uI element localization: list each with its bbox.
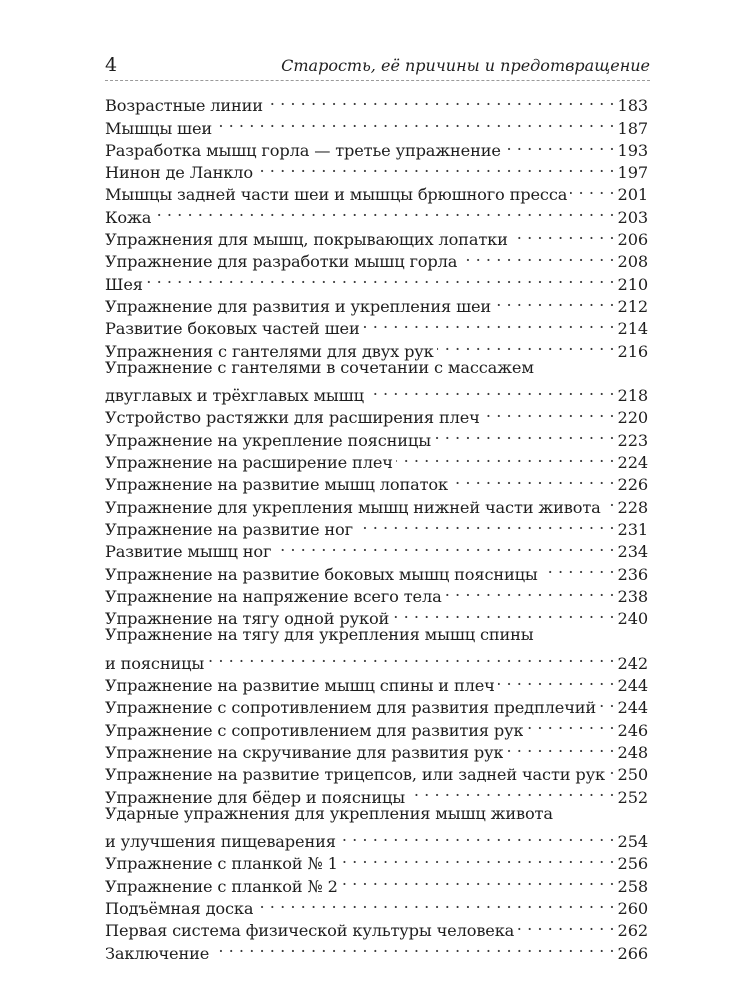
toc-entry-title: Ударные упражнения для укрепления мышц живота (105, 803, 553, 823)
toc-entry-title: Упражнение для развития и укрепления шеи (105, 296, 492, 316)
toc-page-number: 254 (617, 832, 648, 852)
toc-page-number: 201 (617, 185, 648, 205)
toc-entry-title: Первая система физической культуры человека (105, 921, 515, 941)
page-number: 4 (105, 54, 118, 76)
toc-page-number: 214 (617, 319, 648, 339)
toc-entry-title: и поясницы (105, 653, 205, 673)
toc-dot-leader (608, 758, 615, 780)
toc-entry-title: Мышцы шеи (105, 118, 213, 138)
toc-entry-title: и улучшения пищеварения (105, 832, 336, 852)
toc-entry (105, 379, 648, 406)
toc-dot-leader (266, 89, 615, 111)
toc-dot-leader (504, 134, 615, 156)
toc-page-number: 228 (617, 497, 648, 517)
toc-dot-leader (526, 713, 614, 735)
running-title: Старость, её причины и предотвращение (281, 56, 650, 75)
toc-page-number: 242 (617, 653, 648, 673)
toc-dot-leader (599, 691, 615, 713)
toc-entry-title: Разработка мышц горла — третье упражнение (105, 140, 501, 160)
toc-entry-title: Подъёмная доска (105, 898, 254, 918)
toc-dot-leader (541, 557, 615, 579)
toc-dot-leader (207, 646, 614, 668)
toc-entry (105, 89, 648, 116)
toc-page-number: 262 (617, 921, 648, 941)
toc-page-number: 226 (617, 475, 648, 495)
toc-dot-leader (445, 580, 615, 602)
toc-page-number: 260 (617, 898, 648, 918)
toc-entry (105, 803, 648, 825)
toc-page-number: 208 (617, 252, 648, 272)
toc-dot-leader (341, 869, 615, 891)
toc-entry-title: Упражнение с сопротивлением для развития рук (105, 720, 524, 740)
toc-page-number: 266 (617, 943, 648, 963)
toc-entry-title: Устройство растяжки для расширения плеч (105, 408, 480, 428)
toc-entry-title: Упражнение с планкой № 2 (105, 876, 338, 896)
toc-entry-title: Упражнение для укрепления мышц нижней части живота (105, 497, 601, 517)
toc-entry-title: Упражнение на развитие боковых мышц поясницы (105, 564, 538, 584)
toc-page-number: 244 (617, 698, 648, 718)
toc-dot-leader (498, 669, 615, 691)
toc-entry-title: Упражнение с гантелями в сочетании с массажем (105, 357, 534, 377)
toc-page-number: 252 (617, 787, 648, 807)
header-rule (105, 80, 650, 81)
toc-page-number: 216 (617, 341, 648, 361)
toc-entry (105, 223, 648, 250)
toc-dot-leader (570, 178, 614, 200)
toc-entry-title: Упражнение на развитие мышц лопаток (105, 475, 448, 495)
toc-dot-leader (408, 780, 615, 802)
toc-entry-title: Мышцы задней части шеи и мышцы брюшного пресса (105, 185, 568, 205)
toc-dot-leader (212, 936, 614, 958)
toc-page-number: 244 (617, 676, 648, 696)
toc-entry-title: Упражнение для бёдер и поясницы (105, 787, 406, 807)
toc-entry-title: Возрастные линии (105, 96, 263, 116)
toc-page-number: 231 (617, 519, 648, 539)
toc-page-number: 210 (617, 274, 648, 294)
toc-dot-leader (154, 200, 614, 222)
toc-page-number: 238 (617, 586, 648, 606)
toc-entry (105, 267, 648, 294)
toc-entry-title: Заключение (105, 943, 210, 963)
toc-dot-leader (494, 290, 615, 312)
toc-dot-leader (517, 914, 614, 936)
toc-dot-leader (392, 602, 614, 624)
toc-entry-title: Упражнение на напряжение всего тела (105, 586, 442, 606)
toc-page-number: 193 (617, 140, 648, 160)
toc-entry-title: Нинон де Ланкло (105, 163, 253, 183)
toc-entry (105, 825, 648, 852)
toc-dot-leader (356, 513, 615, 535)
toc-dot-leader (434, 423, 615, 445)
toc-entry-title: Упражнение на развитие мышц спины и плеч (105, 676, 495, 696)
toc-entry-title: Кожа (105, 207, 152, 227)
toc-page-number: 224 (617, 453, 648, 473)
toc-entry-title: Упражнение на тягу одной рукой (105, 609, 390, 629)
toc-entry-title: двуглавых и трёхглавых мышц (105, 386, 364, 406)
toc-page-number: 240 (617, 609, 648, 629)
toc-dot-leader (460, 245, 614, 267)
toc-page-number: 246 (617, 720, 648, 740)
toc-dot-leader (451, 468, 615, 490)
toc-page-number: 220 (617, 408, 648, 428)
toc-page-number: 212 (617, 296, 648, 316)
toc-dot-leader (256, 156, 615, 178)
toc-entry-title: Упражнение с сопротивлением для развития предплечий (105, 698, 597, 718)
toc-page-number: 183 (617, 96, 648, 116)
toc-dot-leader (274, 535, 614, 557)
toc-entry (105, 646, 648, 673)
toc-page-number: 234 (617, 542, 648, 562)
running-head (105, 50, 650, 80)
toc-entry (105, 624, 648, 646)
toc-page-number: 250 (617, 765, 648, 785)
toc-page-number: 223 (617, 430, 648, 450)
toc-entry-title: Шея (105, 274, 143, 294)
toc-dot-leader (396, 446, 615, 468)
toc-entry-title: Упражнение с планкой № 1 (105, 854, 338, 874)
toc-entry-title: Развитие мышц ног (105, 542, 272, 562)
toc-dot-leader (437, 334, 615, 356)
toc-page-number: 203 (617, 207, 648, 227)
toc-entry-title: Упражнение на расширение плеч (105, 453, 393, 473)
toc-dot-leader (506, 736, 614, 758)
toc-entry-title: Упражнение на тягу для укрепления мышц спины (105, 625, 534, 645)
toc-entry-title: Упражнения для мышц, покрывающих лопатки (105, 230, 508, 250)
toc-entry-title: Упражнение на скручивание для развития рук (105, 742, 504, 762)
toc-entry-title: Упражнение на укрепление поясницы (105, 430, 431, 450)
toc-entry-title: Упражнения с гантелями для двух рук (105, 341, 434, 361)
table-of-contents (105, 89, 648, 963)
toc-page-number: 187 (617, 118, 648, 138)
toc-dot-leader (367, 379, 615, 401)
toc-dot-leader (604, 490, 615, 512)
toc-page-number: 256 (617, 854, 648, 874)
toc-dot-leader (256, 892, 614, 914)
toc-dot-leader (146, 267, 615, 289)
toc-dot-leader (511, 223, 615, 245)
toc-page-number: 248 (617, 742, 648, 762)
toc-dot-leader (363, 312, 615, 334)
toc-dot-leader (483, 401, 615, 423)
toc-page-number: 236 (617, 564, 648, 584)
toc-dot-leader (215, 111, 615, 133)
toc-page-number: 206 (617, 230, 648, 250)
toc-entry (105, 290, 648, 316)
toc-dot-leader (339, 825, 615, 847)
toc-dot-leader (341, 847, 615, 869)
toc-page-number: 218 (617, 386, 648, 406)
toc-page-number: 197 (617, 163, 648, 183)
toc-page-number: 258 (617, 876, 648, 896)
toc-entry (105, 357, 648, 379)
toc-entry-title: Развитие боковых частей шеи (105, 319, 360, 339)
toc-entry-title: Упражнение для разработки мышц горла (105, 252, 458, 272)
toc-entry-title: Упражнение на развитие трицепсов, или задней части рук (105, 765, 605, 785)
toc-entry (105, 200, 648, 227)
toc-entry-title: Упражнение на развитие ног (105, 519, 353, 539)
